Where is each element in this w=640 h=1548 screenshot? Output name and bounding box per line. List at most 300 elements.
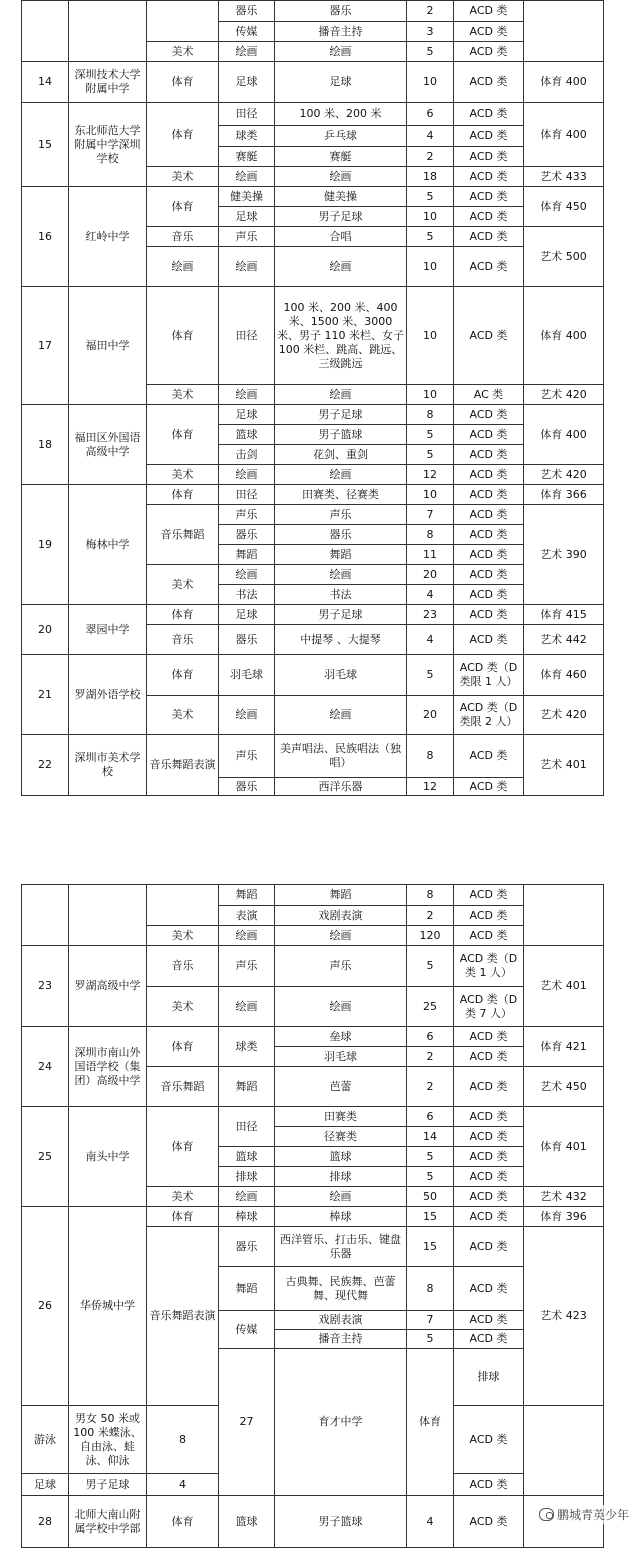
category-cell: 美术 [147,926,219,946]
student-type-cell: ACD 类 [454,525,524,545]
min-score-cell: 体育 450 [524,187,604,227]
student-type-cell: ACD 类 [454,605,524,625]
project-cell: 声乐 [275,505,407,525]
project-cell: 书法 [275,585,407,605]
student-type-cell: ACD 类 [454,287,524,385]
project-cell: 播音主持 [275,22,407,42]
category-cell: 美术 [147,167,219,187]
project-cell: 足球 [275,62,407,103]
project-cell: 径赛类 [275,1127,407,1147]
min-score-cell: 体育 366 [524,485,604,505]
category-cell: 美术 [147,696,219,735]
quota-cell: 23 [407,605,454,625]
quota-cell: 4 [407,625,454,655]
min-score-cell: 体育 400 [524,287,604,385]
student-type-cell: AC 类 [454,385,524,405]
major-cell: 器乐 [219,525,275,545]
quota-cell: 4 [407,585,454,605]
quota-cell: 12 [407,778,454,796]
row-index-cell: 15 [22,103,69,187]
project-cell: 男子足球 [275,605,407,625]
major-cell: 绘画 [219,987,275,1027]
student-type-cell: ACD 类 [454,445,524,465]
quota-cell: 5 [407,425,454,445]
student-type-cell: ACD 类 [454,1496,524,1548]
quota-cell: 15 [407,1227,454,1267]
major-cell: 舞蹈 [219,545,275,565]
table-row [22,655,604,696]
student-type-cell: ACD 类 [454,1406,524,1474]
table-row [22,1,604,22]
school-name-cell: 福田区外国语高级中学 [69,405,147,485]
quota-cell: 2 [407,147,454,167]
project-cell: 赛艇 [275,147,407,167]
major-cell: 绘画 [219,565,275,585]
quota-cell: 6 [407,103,454,126]
project-cell: 男子篮球 [275,1496,407,1548]
student-type-cell: ACD 类 [454,1267,524,1311]
category-cell: 体育 [147,1207,219,1227]
category-cell: 音乐 [147,946,219,987]
row-index-cell: 16 [22,187,69,287]
school-name-cell [69,885,147,946]
student-type-cell: ACD 类 [454,1187,524,1207]
major-cell: 足球 [219,62,275,103]
student-type-cell: ACD 类 [454,1167,524,1187]
student-type-cell: ACD 类 [454,485,524,505]
row-index-cell: 游泳 [22,1406,69,1474]
row-index-cell [22,885,69,946]
student-type-cell: ACD 类 [454,1227,524,1267]
category-cell: 体育 [147,655,219,696]
school-name-cell: 罗湖外语学校 [69,655,147,735]
quota-cell: 10 [407,207,454,227]
min-score-cell [524,1,604,62]
school-name-cell: 深圳市美术学校 [69,735,147,796]
major-cell: 表演 [219,906,275,926]
category-cell: 音乐舞蹈表演 [147,735,219,796]
project-cell: 育才中学 [275,1349,407,1496]
quota-cell: 体育 [407,1349,454,1496]
school-name-cell [69,1,147,62]
project-cell: 绘画 [275,987,407,1027]
quota-cell: 5 [407,1167,454,1187]
quota-cell: 8 [407,1267,454,1311]
row-index-cell: 24 [22,1027,69,1107]
major-cell: 球类 [219,1027,275,1067]
category-cell: 体育 [147,485,219,505]
student-type-cell: 排球 [454,1349,524,1406]
quota-cell: 15 [407,1207,454,1227]
student-type-cell: ACD 类 [454,565,524,585]
student-type-cell: ACD 类 [454,62,524,103]
quota-cell: 25 [407,987,454,1027]
project-cell: 乒乓球 [275,126,407,147]
table-row [22,485,604,505]
major-cell: 绘画 [219,696,275,735]
quota-cell: 7 [407,1311,454,1330]
project-cell: 100 米、200 米 [275,103,407,126]
student-type-cell: ACD 类 [454,1207,524,1227]
school-name-cell: 深圳技术大学附属中学 [69,62,147,103]
min-score-cell [524,885,604,946]
min-score-cell: 艺术 450 [524,1067,604,1107]
project-cell: 播音主持 [275,1330,407,1349]
project-cell: 棒球 [275,1207,407,1227]
major-cell: 篮球 [219,425,275,445]
quota-cell: 8 [407,735,454,778]
major-cell: 田径 [219,103,275,126]
table-row [22,1496,604,1548]
quota-cell: 5 [407,655,454,696]
quota-cell: 18 [407,167,454,187]
quota-cell: 2 [407,1047,454,1067]
student-type-cell: ACD 类 [454,1107,524,1127]
category-cell: 美术 [147,385,219,405]
project-cell: 戏剧表演 [275,906,407,926]
major-cell: 足球 [219,405,275,425]
category-cell: 体育 [147,405,219,465]
project-cell: 男子篮球 [275,425,407,445]
quota-cell: 6 [407,1027,454,1047]
student-type-cell: ACD 类 [454,247,524,287]
category-cell: 美术 [147,1187,219,1207]
major-cell: 田径 [219,287,275,385]
project-cell: 篮球 [275,1147,407,1167]
min-score-cell: 体育 396 [524,1207,604,1227]
major-cell: 绘画 [219,385,275,405]
project-cell: 绘画 [275,167,407,187]
min-score-cell: 体育 460 [524,655,604,696]
project-cell: 中提琴 、大提琴 [275,625,407,655]
row-index-cell: 28 [22,1496,69,1548]
school-name-cell: 福田中学 [69,287,147,405]
student-type-cell: ACD 类 [454,425,524,445]
project-cell: 西洋乐器 [275,778,407,796]
major-cell: 排球 [219,1167,275,1187]
admissions-table-part-2 [21,884,604,1548]
min-score-cell: 体育 415 [524,605,604,625]
student-type-cell: ACD 类 [454,1330,524,1349]
quota-cell: 3 [407,22,454,42]
major-cell: 篮球 [219,1496,275,1548]
category-cell: 美术 [147,565,219,605]
category-cell: 体育 [147,287,219,385]
project-cell: 舞蹈 [275,545,407,565]
project-cell: 芭蕾 [275,1067,407,1107]
quota-cell: 8 [407,525,454,545]
row-index-cell: 25 [22,1107,69,1207]
table-row [22,405,604,425]
student-type-cell: ACD 类 [454,465,524,485]
row-index-cell: 23 [22,946,69,1027]
student-type-cell: ACD 类 [454,1311,524,1330]
quota-cell: 12 [407,465,454,485]
project-cell: 排球 [275,1167,407,1187]
school-name-cell: 南头中学 [69,1107,147,1207]
student-type-cell: ACD 类（D 类限 1 人） [454,655,524,696]
category-cell: 体育 [147,1496,219,1548]
quota-cell: 10 [407,485,454,505]
student-type-cell: ACD 类 [454,885,524,906]
quota-cell: 5 [407,227,454,247]
student-type-cell: ACD 类 [454,926,524,946]
school-name-cell: 梅林中学 [69,485,147,605]
major-cell: 传媒 [219,22,275,42]
student-type-cell: ACD 类 [454,207,524,227]
student-type-cell: ACD 类 [454,167,524,187]
student-type-cell: ACD 类 [454,585,524,605]
min-score-cell: 体育 401 [524,1107,604,1187]
student-type-cell: ACD 类（D 类 7 人） [454,987,524,1027]
min-score-cell: 艺术 420 [524,465,604,485]
project-cell: 绘画 [275,696,407,735]
table-row [22,62,604,103]
row-index-cell: 19 [22,485,69,605]
quota-cell: 5 [407,187,454,207]
school-name-cell: 华侨城中学 [69,1207,147,1406]
project-cell: 美声唱法、民族唱法（独唱） [275,735,407,778]
category-cell: 音乐 [147,227,219,247]
category-cell: 体育 [147,62,219,103]
school-name-cell: 男女 50 米或 100 米蝶泳、自由泳、蛙泳、仰泳 [69,1406,147,1474]
student-type-cell: ACD 类 [454,42,524,62]
major-cell: 器乐 [219,625,275,655]
table-page-2 [21,884,603,1535]
quota-cell: 10 [407,287,454,385]
quota-cell: 10 [407,62,454,103]
project-cell: 健美操 [275,187,407,207]
project-cell: 羽毛球 [275,1047,407,1067]
project-cell: 绘画 [275,465,407,485]
school-name-cell: 男子足球 [69,1474,147,1496]
row-index-cell: 14 [22,62,69,103]
quota-cell: 5 [407,445,454,465]
row-index-cell: 21 [22,655,69,735]
student-type-cell: ACD 类 [454,505,524,525]
quota-cell: 6 [407,1107,454,1127]
project-cell: 戏剧表演 [275,1311,407,1330]
project-cell: 田赛类 [275,1107,407,1127]
category-cell: 音乐 [147,625,219,655]
major-cell: 绘画 [219,1187,275,1207]
major-cell: 健美操 [219,187,275,207]
min-score-cell: 体育 400 [524,103,604,167]
major-cell: 足球 [219,605,275,625]
quota-cell: 7 [407,505,454,525]
category-cell: 美术 [147,465,219,485]
major-cell: 足球 [219,207,275,227]
quota-cell: 50 [407,1187,454,1207]
major-cell: 击剑 [219,445,275,465]
row-index-cell: 18 [22,405,69,485]
major-cell: 器乐 [219,1,275,22]
major-cell: 器乐 [219,778,275,796]
quota-cell: 11 [407,545,454,565]
row-index-cell: 17 [22,287,69,405]
project-cell: 垒球 [275,1027,407,1047]
category-cell: 绘画 [147,247,219,287]
table-row [22,946,604,987]
quota-cell: 120 [407,926,454,946]
min-score-cell: 艺术 390 [524,505,604,605]
student-type-cell: ACD 类 [454,103,524,126]
student-type-cell: ACD 类 [454,545,524,565]
major-cell: 绘画 [219,247,275,287]
student-type-cell: ACD 类 [454,147,524,167]
school-name-cell: 红岭中学 [69,187,147,287]
student-type-cell: ACD 类（D 类 1 人） [454,946,524,987]
category-cell: 体育 [147,187,219,227]
student-type-cell: ACD 类 [454,126,524,147]
quota-cell: 5 [407,1147,454,1167]
row-index-cell: 足球 [22,1474,69,1496]
major-cell: 声乐 [219,505,275,525]
school-name-cell: 深圳市南山外国语学校（集团）高级中学 [69,1027,147,1107]
major-cell: 球类 [219,126,275,147]
quota-cell: 20 [407,696,454,735]
quota-cell: 5 [407,946,454,987]
quota-cell: 5 [407,1330,454,1349]
major-cell: 27 [219,1349,275,1496]
table-page-1 [21,0,603,806]
student-type-cell: ACD 类 [454,187,524,207]
major-cell: 绘画 [219,167,275,187]
table-row [22,1027,604,1047]
project-cell: 羽毛球 [275,655,407,696]
min-score-cell: 体育 421 [524,1027,604,1067]
major-cell: 舞蹈 [219,1267,275,1311]
project-cell: 舞蹈 [275,885,407,906]
category-cell: 体育 [147,605,219,625]
project-cell: 器乐 [275,525,407,545]
student-type-cell: ACD 类 [454,1047,524,1067]
quota-cell: 2 [407,906,454,926]
admissions-table-part-1 [21,0,604,796]
student-type-cell: ACD 类 [454,1,524,22]
student-type-cell: ACD 类 [454,1474,524,1496]
quota-cell: 8 [407,405,454,425]
row-index-cell: 20 [22,605,69,655]
major-cell: 绘画 [219,926,275,946]
project-cell: 100 米、200 米、400 米、1500 米、3000 米、男子 110 米栏、女子 100 米栏、跳高、跳远、三级跳远 [275,287,407,385]
student-type-cell: ACD 类（D 类限 2 人） [454,696,524,735]
row-index-cell [22,1,69,62]
quota-cell: 2 [407,1,454,22]
table-row [22,885,604,906]
student-type-cell: ACD 类 [454,227,524,247]
major-cell: 赛艇 [219,147,275,167]
table-row [22,287,604,385]
min-score-cell: 艺术 442 [524,625,604,655]
student-type-cell: ACD 类 [454,735,524,778]
project-cell: 绘画 [275,42,407,62]
min-score-cell: 体育 400 [524,62,604,103]
table-row [22,605,604,625]
major-cell: 羽毛球 [219,655,275,696]
table-row [22,735,604,778]
major-cell: 声乐 [219,227,275,247]
quota-cell: 10 [407,385,454,405]
category-cell: 体育 [147,1027,219,1067]
min-score-cell: 艺术 420 [524,385,604,405]
category-cell: 4 [147,1474,219,1496]
table-row [22,103,604,126]
project-cell: 绘画 [275,1187,407,1207]
min-score-cell: 艺术 433 [524,167,604,187]
project-cell: 男子足球 [275,207,407,227]
category-cell [147,1,219,42]
project-cell: 田赛类、径赛类 [275,485,407,505]
quota-cell: 4 [407,1496,454,1548]
min-score-cell: 艺术 401 [524,946,604,1027]
major-cell: 绘画 [219,42,275,62]
category-cell: 音乐舞蹈表演 [147,1227,219,1406]
min-score-cell: 体育 400 [524,405,604,465]
school-name-cell: 东北师范大学附属中学深圳学校 [69,103,147,187]
major-cell: 篮球 [219,1147,275,1167]
student-type-cell: ACD 类 [454,1067,524,1107]
project-cell: 绘画 [275,385,407,405]
student-type-cell: ACD 类 [454,1147,524,1167]
category-cell: 体育 [147,1107,219,1187]
quota-cell: 10 [407,247,454,287]
student-type-cell: ACD 类 [454,625,524,655]
project-cell: 古典舞、民族舞、芭蕾舞、现代舞 [275,1267,407,1311]
student-type-cell: ACD 类 [454,906,524,926]
project-cell: 绘画 [275,247,407,287]
major-cell: 书法 [219,585,275,605]
min-score-cell: 艺术 432 [524,1187,604,1207]
major-cell: 田径 [219,1107,275,1147]
school-name-cell: 罗湖高级中学 [69,946,147,1027]
min-score-cell: 艺术 420 [524,696,604,735]
quota-cell: 5 [407,42,454,62]
student-type-cell: ACD 类 [454,778,524,796]
student-type-cell: ACD 类 [454,1027,524,1047]
category-cell: 美术 [147,987,219,1027]
major-cell: 舞蹈 [219,885,275,906]
row-index-cell: 22 [22,735,69,796]
min-score-cell: 艺术 423 [524,1227,604,1406]
project-cell: 声乐 [275,946,407,987]
project-cell: 男子足球 [275,405,407,425]
quota-cell: 20 [407,565,454,585]
school-name-cell: 北师大南山附属学校中学部 [69,1496,147,1548]
category-cell: 美术 [147,42,219,62]
table-row [22,1107,604,1127]
major-cell: 舞蹈 [219,1067,275,1107]
category-cell: 8 [147,1406,219,1474]
student-type-cell: ACD 类 [454,405,524,425]
project-cell: 花剑、重剑 [275,445,407,465]
wechat-icon [539,1508,554,1521]
project-cell: 合唱 [275,227,407,247]
major-cell: 棒球 [219,1207,275,1227]
major-cell: 声乐 [219,946,275,987]
category-cell: 音乐舞蹈 [147,1067,219,1107]
table-row [22,187,604,207]
quota-cell: 14 [407,1127,454,1147]
category-cell: 体育 [147,103,219,167]
major-cell: 田径 [219,485,275,505]
row-index-cell: 26 [22,1207,69,1406]
category-cell [147,885,219,926]
project-cell: 西洋管乐、打击乐、键盘乐器 [275,1227,407,1267]
watermark [536,1505,632,1524]
project-cell: 绘画 [275,926,407,946]
min-score-cell: 艺术 500 [524,227,604,287]
